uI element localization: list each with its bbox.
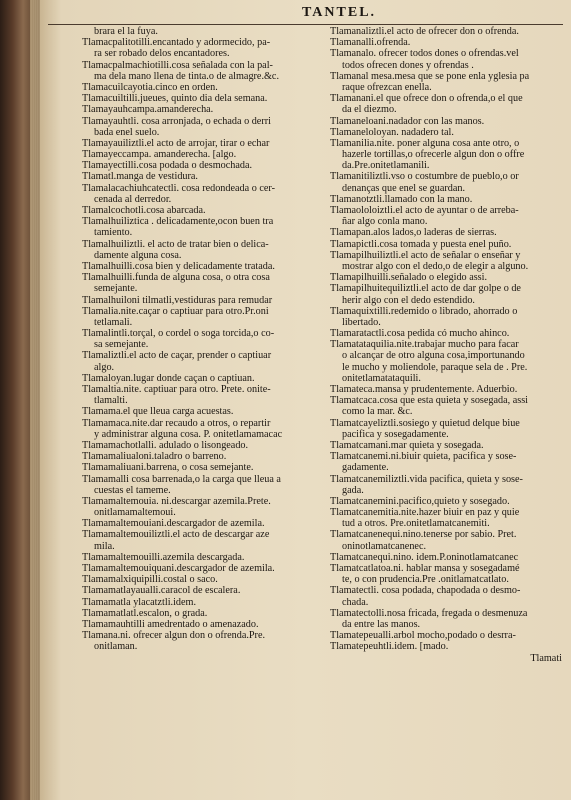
entry-line: Tlamamaltemouiquani.descargador de azemila.: [82, 563, 275, 574]
entry-line: bada enel suelo.: [94, 126, 160, 138]
entry-line: Tlamaloyan.lugar donde caçan o captiuan.: [82, 372, 255, 384]
entry-line: Tlamaliztli.el acto de caçar, prender o captiuar: [82, 350, 272, 362]
entry-line: raque ofrezcan enella.: [342, 81, 432, 93]
entry-line: mostrar algo con el dedo,o de elegir a alguno.: [342, 260, 529, 272]
entry-line: cuestas el tameme.: [94, 484, 171, 496]
entry-line: Tlamanal mesa.mesa que se pone enla yglesia pa: [330, 70, 530, 82]
left-column: [82, 26, 332, 653]
entry-line: herir algo con el dedo estendido.: [342, 294, 475, 306]
entry-line: Tlamamaltemouilli.azemila descargada.: [82, 551, 245, 563]
entry-line: Tlamalhuilli.cosa bien y delicadamente tratada.: [82, 260, 275, 272]
entry-line: Tlamaneloani.nadador con las manos.: [330, 115, 485, 127]
entry-line: Tlamaneloloyan. nadadero tal.: [330, 126, 454, 138]
entry-line: Tlamatcanenequi.nino.tenerse por sabio. Pret.: [330, 529, 517, 541]
entry-line: o alcançar de otro alguna cosa,importunando: [342, 350, 525, 362]
entry-line: y administrar alguna cosa. P. onitetlamamacac: [94, 428, 283, 440]
entry-line: Tlamama.el que lleua carga acuestas.: [82, 406, 234, 418]
entry-line: gadamente.: [342, 462, 389, 474]
entry-line: Tlamacuilcayotia.cinco en orden.: [82, 81, 218, 93]
entry-line: tetlamali.: [94, 316, 133, 328]
entry-line: Tlamamalxiquipilli.costal o saco.: [82, 574, 218, 586]
entry-line: Tlamamaltemouia. ni.descargar azemila.Prete.: [82, 495, 271, 507]
entry-line: Tlamanitiliztli.vso o costumbre de pueblo,o or: [330, 171, 519, 183]
entry-line: Tlamaololoiztli.el acto de ayuntar o de arreba-: [330, 205, 519, 216]
entry-line: Tlamatl.manga de vestidura.: [82, 171, 198, 183]
entry-line: denanças que enel se guardan.: [342, 182, 466, 194]
entry-line: oninotlamatcanenec.: [342, 540, 427, 552]
entry-line: mila.: [94, 540, 115, 552]
entry-line: gada.: [342, 484, 364, 496]
entry-line: Tlamateca.mansa y prudentemente. Aduerbio.: [330, 384, 518, 395]
entry-line: ra ser robado delos encantadores.: [94, 48, 230, 60]
entry-line: Tlamaratactli.cosa pedida có mucho ahinco.: [330, 328, 510, 340]
entry-line: Tlamatcanemini.pacifico,quieto y sosegado.: [330, 495, 510, 507]
entry-line: pacifica y sosegadamente.: [342, 428, 449, 440]
entry-line: Tlamacuiltilli.jueues, quinto dia dela semana.: [82, 93, 268, 105]
entry-line: ñar algo conla mano.: [342, 216, 428, 228]
entry-line: Tlamamauhtilli amedrentado o amenazado.: [82, 618, 259, 630]
entry-line: Tlamamaca.nite.dar recaudo a otros, o repartir: [82, 417, 271, 429]
entry-line: tlamalti.: [94, 395, 128, 407]
entry-line: brara el la fuya.: [94, 26, 158, 37]
entry-line: Tlamanotztli.llamado con la mano.: [330, 193, 473, 205]
entry-line: Tlamamalli cosa barrenada,o la carga que lleua a: [82, 473, 281, 485]
entry-line: Tlamatcayeliztli.sosiego y quietud delque biue: [330, 417, 520, 429]
entry-line: Tlamamatlatl.escalon, o grada.: [82, 607, 208, 619]
entry-line: Tlamatectolli.nosa fricada, fregada o desmenuza: [330, 607, 528, 619]
entry-line: Tlamalhuiloni tilmatli,vestiduras para remudar: [82, 294, 273, 306]
entry-line: Tlamatataquilia.nite.trabajar mucho para facar: [330, 339, 519, 351]
entry-line: Tlamalcochotli.cosa abarcada.: [82, 205, 206, 216]
entry-line: cenada al derredor.: [94, 193, 172, 205]
entry-line: sa semejante.: [94, 339, 149, 351]
entry-line: Tlamamaliualoni.taladro o barreno.: [82, 451, 227, 463]
entry-line: Tlamalhuiliztli. el acto de tratar bien o delica-: [82, 238, 269, 250]
entry-line: onitlaman.: [94, 641, 138, 653]
entry-line: Tlamacpalmachiotilli.cosa señalada con la pal-: [82, 59, 273, 71]
entry-line: Tlamatectli. cosa podada, chapodada o desmo-: [330, 585, 521, 597]
entry-line: Tlamatcamani.mar quieta y sosegada.: [330, 439, 484, 451]
entry-line: onitlamamaltemoui.: [94, 507, 176, 519]
entry-line: Tlamapan.alos lados,o laderas de sierras.: [330, 227, 497, 239]
entry-line: Tlamatcaca.cosa que esta quieta y sosegada, assi: [330, 395, 529, 407]
right-column: [330, 26, 568, 664]
entry-line: te, o con prudencia.Pre .onitlamatcatlato.: [342, 574, 509, 586]
entry-line: algo.: [94, 361, 115, 373]
entry-line: Tlamatcanemiliztli.vida pacifica, quieta y sose-: [330, 473, 523, 485]
catchword: Tlamati: [530, 652, 562, 664]
entry-line: hazerle tortillas,o ofrecerle algun don o offre: [342, 149, 525, 161]
entry-line: Tlamaltia.nite. captiuar para otro. Prete. onite-: [82, 384, 271, 395]
dictionary-page: [40, 0, 571, 800]
entry-line: Tlamatepeualli.arbol mocho,podado o desrra-: [330, 630, 516, 642]
entry-line: da el diezmo.: [342, 104, 397, 116]
entry-line: tud a otros. Pre.onitetlamatcanemiti.: [342, 518, 490, 530]
entry-line: Tlamalintli.torçal, o cordel o soga torcida,o co-: [82, 328, 275, 340]
entry-line: Tlamalhuilli.funda de alguna cosa, o otra cosa: [82, 272, 270, 284]
entry-line: Tlamayectilli.cosa podada o desmochada.: [82, 160, 253, 172]
entry-line: Tlamanalli.ofrenda.: [330, 37, 411, 49]
entry-line: Tlamanalo. ofrecer todos dones o ofrendas.vel: [330, 48, 519, 60]
entry-line: Tlamayauhcampa.amanderecha.: [82, 104, 214, 116]
entry-line: Tlamatcatlatoa.ni. hablar mansa y sosegadamé: [330, 563, 520, 574]
entry-line: ma dela mano llena de tinta.o de almagre.&c.: [94, 70, 279, 82]
entry-line: Tlamalhuiliztica . delicadamente,ocon buen tra: [82, 216, 274, 228]
entry-line: da.Pre.onitetlamanili.: [342, 160, 430, 172]
entry-line: todos ofrecen dones y ofrendas .: [342, 59, 474, 71]
entry-line: Tlamamaltemouiani.descargador de azemila.: [82, 518, 265, 530]
running-head: TANTEL.: [302, 5, 377, 20]
entry-line: Tlamalacachiuhcatectli. cosa redondeada o cer-: [82, 182, 275, 194]
entry-line: Tlamana.ni. ofrecer algun don o ofrenda.Pre.: [82, 630, 266, 642]
entry-line: chada.: [342, 596, 369, 608]
entry-line: Tlamanilia.nite. poner alguna cosa ante otro, o: [330, 137, 520, 149]
entry-line: damente alguna cosa.: [94, 249, 182, 261]
entry-line: tamiento.: [94, 227, 133, 239]
entry-line: Tlamapilhuilli.señalado o elegido assi.: [330, 272, 488, 284]
entry-line: Tlamapictli.cosa tomada y puesta enel puño.: [330, 238, 512, 250]
entry-line: da entre las manos.: [342, 618, 421, 630]
entry-line: Tlamapilhuitequiliztli.el acto de dar golpe o de: [330, 283, 521, 295]
entry-line: onitetlamatataquili.: [342, 372, 421, 384]
entry-line: Tlamatepeuhtli.idem. [mado.: [330, 641, 449, 653]
entry-line: Tlamatcanemi.ni.biuir quieta, pacifica y sose-: [330, 451, 517, 463]
entry-line: Tlamanaliztli.el acto de ofrecer don o ofrenda.: [330, 26, 519, 37]
entry-line: como la mar. &c.: [342, 406, 413, 418]
entry-line: libertado.: [342, 316, 381, 328]
entry-line: Tlamamaliuani.barrena, o cosa semejante.: [82, 462, 254, 474]
entry-line: Tlamamachotlalli. adulado o lisongeado.: [82, 439, 249, 451]
entry-line: Tlamacpalitotilli.encantado y adormecido, pa-: [82, 37, 271, 49]
entry-line: Tlamaquixtilli.redemido o librado, ahorrado o: [330, 305, 518, 317]
entry-line: Tlamatcanequi.nino. idem.P.oninotlamatcanec: [330, 551, 519, 563]
entry-line: Tlamamatla ylacatztli.idem.: [82, 596, 196, 608]
entry-line: Tlamapilhuiliztli.el acto de señalar o enseñar y: [330, 249, 521, 261]
entry-line: Tlamanani.el que ofrece don o ofrenda,o el que: [330, 93, 523, 105]
page-header: [40, 2, 571, 24]
entry-line: Tlamamatlayaualli.caracol de escalera.: [82, 585, 241, 597]
entry-line: Tlamayauhtli. cosa arronjada, o echada o derri: [82, 115, 271, 127]
header-rule: [48, 24, 563, 25]
entry-line: Tlamamaltemouiliztli.el acto de descargar aze: [82, 529, 270, 541]
entry-line: semejante.: [94, 283, 138, 295]
entry-line: Tlamayauiliztli.el acto de arrojar, tirar o echar: [82, 137, 270, 149]
entry-line: Tlamalia.nite.caçar o captiuar para otro.Pr.oni: [82, 305, 269, 317]
entry-line: le mucho y moliendole, paraque sela de . Pre.: [342, 361, 528, 373]
entry-line: Tlamayeccampa. amanderecha. [algo.: [82, 149, 237, 161]
entry-line: Tlamatcanemitia.nite.hazer biuir en paz y quie: [330, 507, 520, 519]
